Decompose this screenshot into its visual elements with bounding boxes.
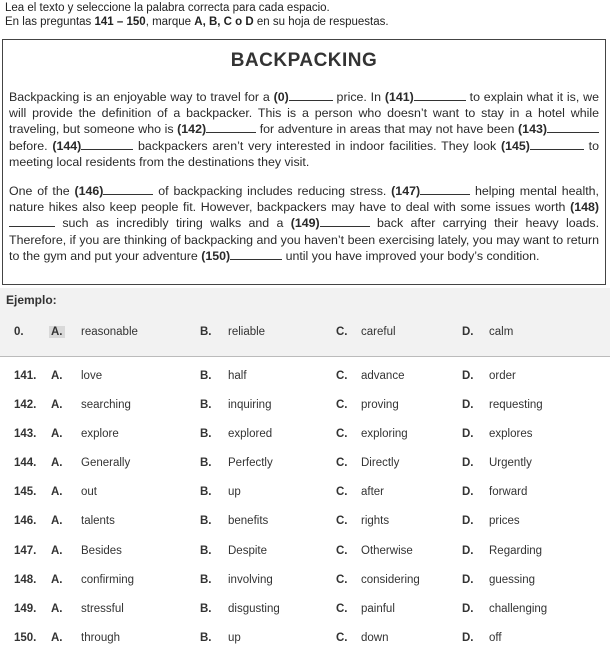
gap-150-number: (150) xyxy=(201,248,231,263)
option-d-letter[interactable]: D. xyxy=(462,457,474,469)
p2-text: such as incredibly tiring walks and a xyxy=(55,216,291,231)
passage-box xyxy=(2,39,606,285)
gap-143-number: (143) xyxy=(518,122,547,137)
option-d-text: Urgently xyxy=(489,457,532,469)
option-a-text: confirming xyxy=(81,574,135,586)
question-number: 142. xyxy=(14,399,37,411)
p2-text: One of the xyxy=(9,184,75,198)
option-c-letter[interactable]: C. xyxy=(336,515,348,527)
option-c-text: considering xyxy=(361,574,420,586)
gap-142-blank xyxy=(206,121,256,133)
p1-text: backpackers aren’t very interested in indoor facilities. They look xyxy=(133,138,501,153)
option-c-text: exploring xyxy=(361,428,408,440)
question-row-148 xyxy=(0,571,610,591)
option-d-text: order xyxy=(489,370,516,382)
question-row-150 xyxy=(0,629,610,649)
option-a-text: Besides xyxy=(81,545,122,557)
example-label: Ejemplo: xyxy=(6,293,57,307)
gap-146-blank xyxy=(103,183,153,195)
gap-150-blank xyxy=(230,248,282,260)
instructions-line-2 xyxy=(5,15,389,29)
example-option-b-letter: B. xyxy=(200,326,212,338)
option-c-letter[interactable]: C. xyxy=(336,603,348,615)
option-a-text: through xyxy=(81,632,121,644)
option-a-letter[interactable]: A. xyxy=(51,515,63,527)
option-d-text: requesting xyxy=(489,399,543,411)
gap-147-blank xyxy=(420,183,470,195)
example-option-a-text: reasonable xyxy=(81,326,138,338)
option-a-text: talents xyxy=(81,515,115,527)
option-b-letter[interactable]: B. xyxy=(200,515,212,527)
question-number: 148. xyxy=(14,574,37,586)
option-c-text: painful xyxy=(361,603,395,615)
option-b-letter[interactable]: B. xyxy=(200,428,212,440)
instr-text-c: en su hoja de respuestas. xyxy=(253,16,389,28)
gap-148-blank xyxy=(9,215,55,227)
option-b-text: disgusting xyxy=(228,603,280,615)
option-a-text: Generally xyxy=(81,457,131,469)
option-b-letter[interactable]: B. xyxy=(200,603,212,615)
gap-148-number: (148) xyxy=(570,200,599,215)
gap-147-number: (147) xyxy=(391,184,421,198)
option-d-text: forward xyxy=(489,486,528,498)
question-number: 144. xyxy=(14,457,37,469)
question-number: 143. xyxy=(14,428,37,440)
instr-text-a: En las preguntas xyxy=(5,16,95,28)
gap-141-number: (141) xyxy=(384,90,414,104)
option-c-letter[interactable]: C. xyxy=(336,545,348,557)
p2-text: back after carrying their heavy loads. Therefore, if you are thinking of backpacking and you haven’t been exercising lately, you may want to return to the gym and put your adventure xyxy=(9,216,600,263)
passage-paragraph-1 xyxy=(9,89,599,170)
option-b-letter[interactable]: B. xyxy=(200,486,212,498)
gap-145-blank xyxy=(530,138,584,150)
option-d-letter[interactable]: D. xyxy=(462,486,474,498)
option-b-text: half xyxy=(228,370,247,382)
gap-0-number: (0) xyxy=(273,90,289,104)
option-a-text: searching xyxy=(81,399,131,411)
option-c-letter[interactable]: C. xyxy=(336,399,348,411)
option-b-letter[interactable]: B. xyxy=(200,457,212,469)
gap-142-number: (142) xyxy=(177,122,207,137)
passage-title: BACKPACKING xyxy=(230,50,378,71)
option-a-letter[interactable]: A. xyxy=(51,457,63,469)
option-d-text: off xyxy=(489,632,502,644)
option-b-text: explored xyxy=(228,428,273,440)
p1-text: Backpacking is an enjoyable way to travel for a xyxy=(9,90,274,104)
instr-text-b: , marque xyxy=(145,16,195,28)
option-c-letter[interactable]: C. xyxy=(336,370,348,382)
option-c-letter[interactable]: C. xyxy=(336,457,348,469)
option-a-text: stressful xyxy=(81,603,124,615)
question-row-149 xyxy=(0,600,610,620)
gap-0-blank xyxy=(289,89,333,101)
option-b-text: involving xyxy=(228,574,273,586)
option-d-letter[interactable]: D. xyxy=(462,515,474,527)
option-b-letter[interactable]: B. xyxy=(200,574,212,586)
option-d-letter[interactable]: D. xyxy=(462,574,474,586)
gap-149-number: (149) xyxy=(290,216,320,231)
p1-text: price. In xyxy=(332,90,385,104)
question-row-146 xyxy=(0,512,610,532)
option-b-letter[interactable]: B. xyxy=(200,545,212,557)
gap-149-blank xyxy=(320,215,370,227)
option-b-letter[interactable]: B. xyxy=(200,632,212,644)
p1-text: to meeting local residents from the destinations they visit. xyxy=(9,138,599,169)
option-c-text: Directly xyxy=(361,457,400,469)
option-c-text: Otherwise xyxy=(361,545,413,557)
example-option-c-letter: C. xyxy=(336,326,348,338)
option-a-letter[interactable]: A. xyxy=(51,486,63,498)
option-a-letter[interactable]: A. xyxy=(51,632,63,644)
question-row-143 xyxy=(0,425,610,445)
option-d-letter[interactable]: D. xyxy=(462,545,474,557)
option-b-letter[interactable]: B. xyxy=(200,399,212,411)
option-d-text: explores xyxy=(489,428,533,440)
gap-144-blank xyxy=(81,138,133,150)
example-option-b-text: reliable xyxy=(228,326,266,338)
option-c-letter[interactable]: C. xyxy=(336,632,348,644)
example-option-d-text: calm xyxy=(489,326,514,338)
p2-text: of backpacking includes reducing stress. xyxy=(153,184,392,198)
p1-text: before. xyxy=(9,138,53,153)
gap-144-number: (144) xyxy=(52,138,82,153)
option-d-text: prices xyxy=(489,515,520,527)
gap-146-number: (146) xyxy=(74,184,104,198)
option-b-text: Perfectly xyxy=(228,457,273,469)
option-c-text: down xyxy=(361,632,389,644)
option-b-text: up xyxy=(228,486,241,498)
example-option-c-text: careful xyxy=(361,326,396,338)
option-b-text: Despite xyxy=(228,545,267,557)
option-a-text: love xyxy=(81,370,103,382)
question-number: 147. xyxy=(14,545,37,557)
option-d-text: guessing xyxy=(489,574,536,586)
question-number: 150. xyxy=(14,632,37,644)
option-c-text: proving xyxy=(361,399,399,411)
option-d-letter[interactable]: D. xyxy=(462,399,474,411)
option-d-letter[interactable]: D. xyxy=(462,428,474,440)
question-row-147 xyxy=(0,542,610,562)
option-b-text: inquiring xyxy=(228,399,272,411)
question-number: 149. xyxy=(14,603,37,615)
option-a-letter[interactable]: A. xyxy=(51,399,63,411)
option-b-text: up xyxy=(228,632,241,644)
option-c-letter[interactable]: C. xyxy=(336,574,348,586)
divider xyxy=(0,356,610,357)
instr-letters: A, B, C o D xyxy=(194,16,254,28)
gap-145-number: (145) xyxy=(500,138,530,153)
p1-text: for adventure in areas that may not have been xyxy=(256,122,519,137)
option-d-letter[interactable]: D. xyxy=(462,370,474,382)
example-number: 0. xyxy=(14,326,24,338)
example-option-d-letter: D. xyxy=(462,326,474,338)
question-number: 146. xyxy=(14,515,37,527)
gap-141-blank xyxy=(414,89,466,101)
p1-text: to explain what it is, we will provide the definition of a backpacker. This is a person who doesn’t want to stay in a hotel while traveling, but someone who is xyxy=(9,90,599,137)
option-a-letter[interactable]: A. xyxy=(51,603,63,615)
option-a-text: explore xyxy=(81,428,119,440)
question-row-142 xyxy=(0,396,610,416)
example-option-a-letter: A. xyxy=(51,326,63,338)
option-a-letter[interactable]: A. xyxy=(51,370,63,382)
example-row xyxy=(0,323,610,343)
option-b-letter[interactable]: B. xyxy=(200,370,212,382)
question-number: 145. xyxy=(14,486,37,498)
option-c-text: after xyxy=(361,486,385,498)
instr-range: 141 – 150 xyxy=(94,16,146,28)
option-a-letter[interactable]: A. xyxy=(51,574,63,586)
option-a-letter[interactable]: A. xyxy=(51,428,63,440)
option-c-text: advance xyxy=(361,370,405,382)
question-row-141 xyxy=(0,367,610,387)
gap-143-blank xyxy=(547,121,599,133)
option-c-letter[interactable]: C. xyxy=(336,428,348,440)
question-row-144 xyxy=(0,454,610,474)
option-d-text: challenging xyxy=(489,603,548,615)
option-c-letter[interactable]: C. xyxy=(336,486,348,498)
p2-text: helping mental health, nature hikes also keep people fit. However, backpackers may have to deal with some issues worth xyxy=(9,184,599,215)
option-d-letter[interactable]: D. xyxy=(462,603,474,615)
instructions-line-1: Lea el texto y seleccione la palabra correcta para cada espacio. xyxy=(5,2,330,14)
option-a-letter[interactable]: A. xyxy=(51,545,63,557)
example-band xyxy=(0,288,610,356)
option-b-text: benefits xyxy=(228,515,269,527)
passage-paragraph-2 xyxy=(9,183,599,264)
question-number: 141. xyxy=(14,370,37,382)
option-a-text: out xyxy=(81,486,97,498)
option-d-letter[interactable]: D. xyxy=(462,632,474,644)
instructions xyxy=(5,1,389,29)
p2-text: until you have improved your body’s condition. xyxy=(282,248,540,263)
option-d-text: Regarding xyxy=(489,545,543,557)
option-c-text: rights xyxy=(361,515,390,527)
question-row-145 xyxy=(0,483,610,503)
